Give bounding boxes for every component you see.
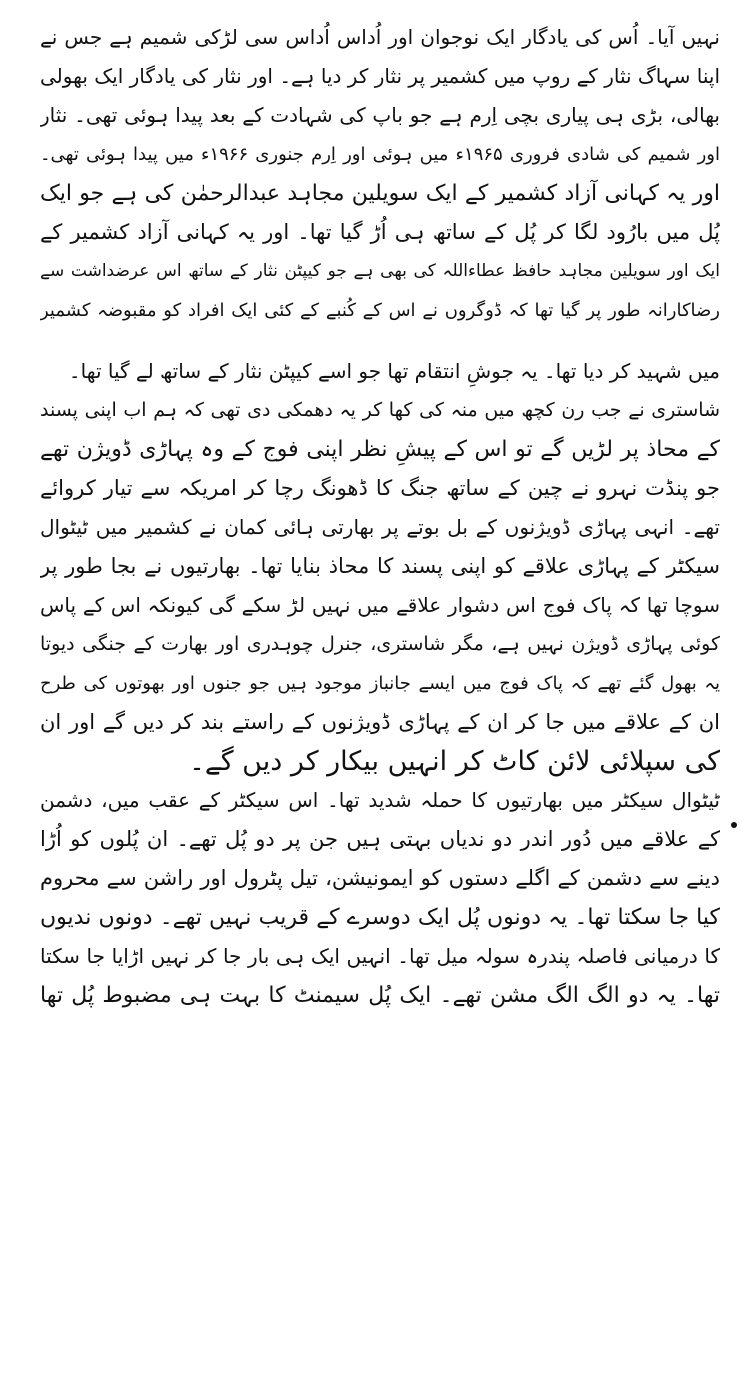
paragraph-4 — [40, 391, 720, 781]
text-line: یہ بھول گئے تھے کہ پاک فوج میں ایسے جانباز موجود ہیں جو جنوں اور بھوتوں کی طرح — [40, 673, 720, 694]
text-line: اپنا سہاگ نثار کے روپ میں کشمیر پر نثار کر دیا ہے۔ اور نثار کی یادگار ایک بھولی — [40, 64, 720, 88]
text-line: میں شہید کر دیا تھا۔ یہ جوشِ انتقام تھا جو اسے کیپٹن نثار کے ساتھ لے گیا تھا۔ — [68, 359, 720, 383]
text-line: ان کے علاقے میں جا کر ان کے پہاڑی ڈویژنوں کے راستے بند کر دیں گے اور ان — [40, 710, 720, 734]
text-line: کے علاقے میں دُور اندر دو ندیاں بہتی ہیں جن پر دو پُل تھے۔ ان پُلوں کو اُڑا — [40, 827, 720, 851]
text-line: تھے۔ انہی پہاڑی ڈویژنوں کے بل بوتے پر بھارتی ہائی کمان نے کشمیر میں ٹیٹوال — [40, 515, 720, 539]
text-line: ایک اور سویلین مجاہد حافظ عطاءاللہ کی بھی ہے جو کیپٹن نثار کے ساتھ اس عرضداشت سے — [40, 261, 720, 281]
paragraph-3 — [40, 352, 720, 391]
text-line: اور یہ کہانی آزاد کشمیر کے ایک سویلین مجاہد عبدالرحمٰن کی ہے جو ایک — [40, 181, 720, 206]
text-line: اور شمیم کی شادی فروری ۱۹۶۵ء میں ہوئی اور اِرم جنوری ۱۹۶۶ء میں پیدا ہوئی تھی۔ — [40, 144, 720, 165]
text-line: سیکٹر کے پہاڑی علاقے کو اپنی پسند کا محاذ بنایا تھا۔ بھارتیوں نے بجا طور پر — [40, 554, 720, 578]
text-line: رضاکارانہ طور پر گیا تھا کہ ڈوگروں نے اس کے کُنبے کے کئی ایک افراد کو مقبوضہ کشمیر — [40, 300, 720, 321]
text-line: جو پنڈت نہرو نے چین کے ساتھ جنگ کا ڈھونگ رچا کر امریکہ سے تیار کروائے — [40, 476, 720, 500]
text-line: تھا۔ یہ دو الگ الگ مشن تھے۔ ایک پُل سیمنٹ کا بہت ہی مضبوط پُل تھا — [40, 983, 720, 1008]
text-line: نہیں آیا۔ اُس کی یادگار ایک نوجوان اور اُداس اُداس سی لڑکی شمیم ہے جس نے — [40, 25, 720, 49]
text-line: دینے سے دشمن کے اگلے دستوں کو ایمونیشن، تیل پٹرول اور راشن سے محروم — [40, 866, 720, 890]
margin-ink-dot — [731, 822, 737, 828]
text-line: کا درمیانی فاصلہ پندرہ سولہ میل تھا۔ انہیں ایک ہی بار جا کر نہیں اڑایا جا سکتا — [40, 944, 720, 968]
text-line: پُل میں بارُود لگا کر پُل کے ساتھ ہی اُڑ گیا تھا۔ اور یہ کہانی آزاد کشمیر کے — [40, 220, 720, 244]
urdu-text-body — [40, 18, 720, 1015]
text-line: بھالی، بڑی ہی پیاری بچی اِرم ہے جو باپ کی شہادت کے بعد پیدا ہوئی تھی۔ نثار — [40, 103, 720, 127]
paragraph-1 — [40, 18, 720, 174]
text-line: سوچا تھا کہ پاک فوج اس دشوار علاقے میں نہیں لڑ سکے گی کیونکہ اس کے پاس — [40, 593, 720, 617]
text-line: کیا جا سکتا تھا۔ یہ دونوں پُل ایک دوسرے کے قریب نہیں تھے۔ دونوں ندیوں — [40, 905, 720, 930]
text-line: کے محاذ پر لڑیں گے تو اس کے پیشِ نظر اپنی فوج کے وہ پہاڑی ڈویژن تھے — [40, 437, 720, 462]
paragraph-gap — [40, 330, 720, 352]
text-line: کی سپلائی لائن کاٹ کر انہیں بیکار کر دیں گے۔ — [189, 746, 720, 777]
text-line: شاستری نے جب رن کچھ میں منہ کی کھا کر یہ دھمکی دی تھی کہ ہم اب اپنی پسند — [40, 399, 720, 421]
text-line: ٹیٹوال سیکٹر میں بھارتیوں کا حملہ شدید تھا۔ اس سیکٹر کے عقب میں، دشمن — [40, 788, 720, 812]
text-line: کوئی پہاڑی ڈویژن نہیں ہے، مگر شاستری، جنرل چوہدری اور بھارت کے جنگی دیوتا — [40, 633, 720, 655]
paragraph-2 — [40, 174, 720, 330]
paragraph-5 — [40, 781, 720, 1015]
